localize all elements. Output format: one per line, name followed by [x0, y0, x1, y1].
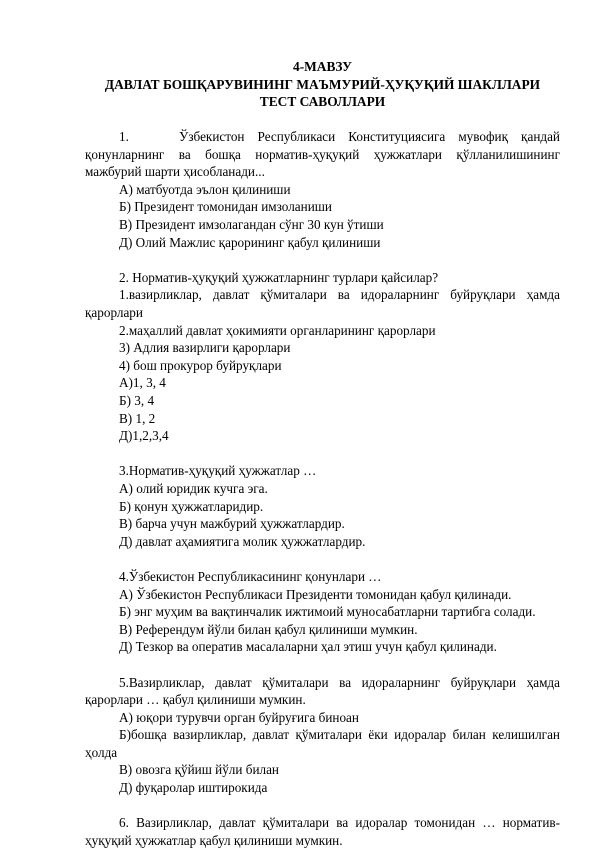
- question-2: 2. Норматив-ҳуқуқий ҳужжатларнинг турлари қайсилар?: [119, 269, 439, 285]
- answer-option: В) Президент имзолагандан сўнг 30 кун ўтиши: [119, 217, 384, 233]
- answer-option: Д) Олий Мажлис қарорининг қабул қилиниши: [119, 234, 381, 250]
- spacer: [85, 445, 560, 463]
- answer-option: В) барча учун мажбурий ҳужжатлардир.: [119, 516, 345, 532]
- spacer: [85, 656, 560, 674]
- answer-option: А) юқори турувчи орган буйруғига биноан: [119, 709, 359, 725]
- topic-number: 4-МАВЗУ: [293, 59, 352, 74]
- answer-option: А)1, 3, 4: [119, 375, 166, 391]
- question-3: 3.Норматив-ҳуқуқий ҳужжатлар …: [119, 463, 317, 479]
- question-1-number: 1.: [119, 129, 129, 145]
- question-2-item: 1.вазирликлар, давлат қўмиталари ва идораларнинг буйруқлари ҳамда қарорлари: [85, 287, 560, 321]
- question-4: 4.Ўзбекистон Республикасининг қонунлари …: [119, 568, 382, 584]
- answer-option: Б) 3, 4: [119, 393, 155, 408]
- answer-option: Б) қонун ҳужжатларидир.: [119, 498, 264, 514]
- question-2-item: 2.маҳаллий давлат ҳокимияти органларининг қарорлари: [119, 322, 436, 338]
- answer-option: Б) Президент томонидан имзоланиши: [119, 199, 332, 215]
- question-1-text: Ўзбекистон Республикаси Конституциясига мувофиқ қандай қонунларнинг ва бошқа норматив-ҳуқуқий ҳужжатлари қўлланилишининг мажбурий шарти ҳисобланади...: [85, 129, 560, 180]
- question-2-item: 4) бош прокурор буйруқлари: [119, 357, 282, 373]
- answer-option: Б)бошқа вазирликлар, давлат қўмиталари ёки идоралар билан келишилган ҳолда: [85, 727, 560, 760]
- answer-option: Д) давлат аҳамиятига молик ҳужжатлардир.: [119, 533, 366, 549]
- question-2-item: 3) Адлия вазирлиги қарорлари: [119, 340, 291, 356]
- answer-option: Б) энг муҳим ва вақтинчалик ижтимоий муносабатларни тартибга солади.: [119, 604, 536, 620]
- answer-option: В) овозга қўйиш йўли билан: [119, 762, 279, 778]
- spacer: [85, 550, 560, 568]
- answer-option: В) 1, 2: [119, 410, 156, 426]
- answer-option: А) олий юридик кучга эга.: [119, 480, 268, 496]
- answer-option: Д) фуқаролар иштирокида: [119, 780, 268, 796]
- answer-option: А) матбуотда эълон қилиниши: [119, 181, 291, 197]
- topic-title: ДАВЛАТ БОШҚАРУВИНИНГ МАЪМУРИЙ-ҲУҚУҚИЙ ШАКЛЛАРИ: [104, 76, 541, 92]
- answer-option: В) Референдум йўли билан қабул қилиниши мумкин.: [119, 621, 418, 637]
- question-5: 5.Вазирликлар, давлат қўмиталари ва идораларнинг буйруқлари ҳамда қарорлари … қабул қилиниши мумкин.: [85, 674, 560, 708]
- test-questions-heading: ТЕСТ САВОЛЛАРИ: [259, 94, 386, 109]
- question-1: [85, 128, 560, 181]
- spacer: [85, 251, 560, 269]
- spacer: [85, 111, 560, 129]
- answer-option: Д)1,2,3,4: [119, 428, 169, 444]
- spacer: [85, 797, 560, 815]
- answer-option: Д) Тезкор ва оператив масалаларни ҳал этиш учун қабул қилинади.: [119, 639, 497, 655]
- answer-option: А) Ўзбекистон Республикаси Президенти томонидан қабул қилинади.: [119, 586, 512, 602]
- question-6: 6. Вазирликлар, давлат қўмиталари ва идоралар томонидан … норматив-ҳуқуқий ҳужжатлар қабул қилиниши мумкин.: [85, 815, 560, 848]
